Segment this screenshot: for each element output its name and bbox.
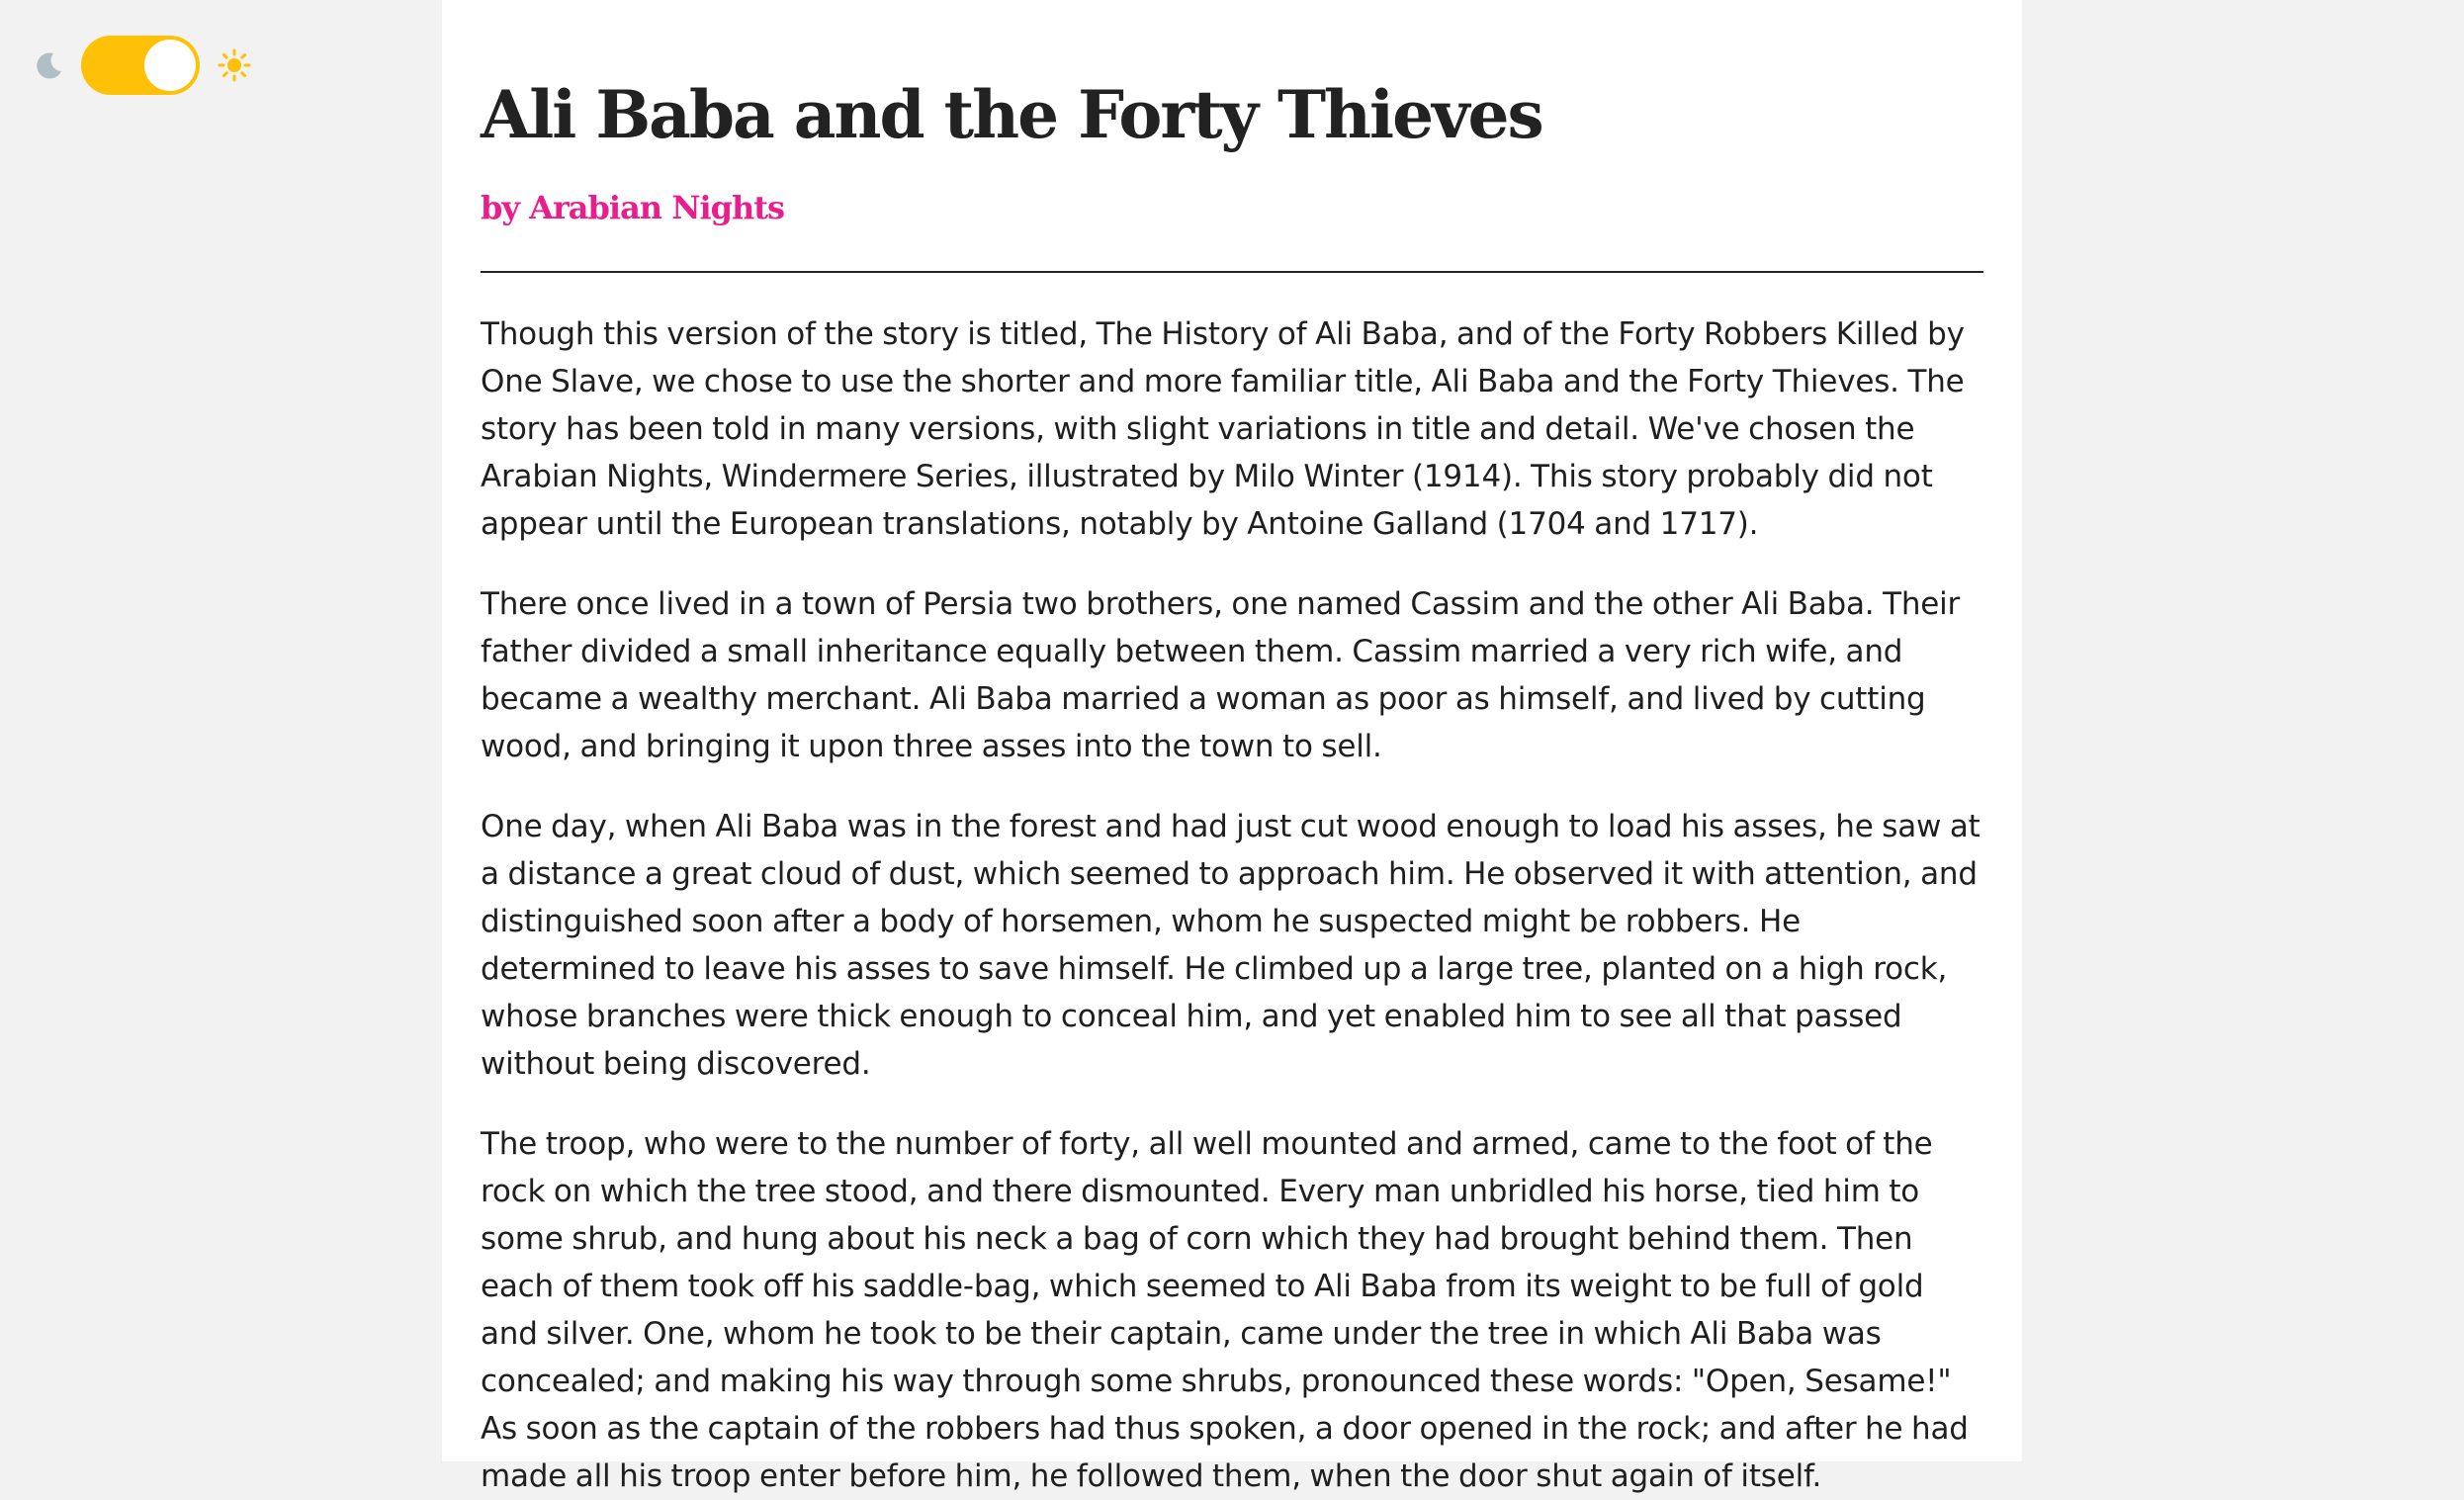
paragraph: Though this version of the story is titled, The History of Ali Baba, and of the Forty Robbers Killed by One Slave, we chose to use the shorter and more familiar title, Ali Baba and the Forty Thieves. The story has been told in many versions, with slight variations in title and detail. We've chosen the Arabian Nights, Windermere Series, illustrated by Milo Winter (1914). This story probably did not appear until the European translations, notably by Antoine Galland (1704 and 1717). (481, 316, 1965, 542)
sun-icon (218, 48, 251, 82)
divider (481, 271, 1983, 273)
moon-icon (34, 49, 65, 81)
theme-toggle-switch[interactable] (81, 36, 200, 95)
paragraph: The troop, who were to the number of forty, all well mounted and armed, came to the foot of the rock on which the tree stood, and there dismounted. Every man unbridled his horse, tied him to some shrub, and hung about his neck a bag of corn which they had brought behind them. Then each of them took off his saddle-bag, which seemed to Ali Baba from its weight to be full of gold and silver. One, whom he took to be their captain, came under the tree in which Ali Baba was concealed; and making his way through some shrubs, pronounced these words: "Open, Sesame!" As soon as the captain of the robbers had thus spoken, a door opened in the rock; and after he had made all his troop enter before him, he followed them, when the door shut again of itself. (481, 1126, 1969, 1494)
paragraph: There once lived in a town of Persia two brothers, one named Cassim and the other Ali Baba. Their father divided a small inheritance equally between them. Cassim married a very rich wife, and became a wealthy merchant. Ali Baba married a woman as poor as himself, and lived by cutting wood, and bringing it upon three asses into the town to sell. (481, 586, 1961, 764)
theme-toggle[interactable] (34, 36, 251, 95)
article-title: Ali Baba and the Forty Thieves (481, 76, 1542, 153)
article-byline: by Arabian Nights (481, 189, 785, 226)
paragraph: One day, when Ali Baba was in the forest and had just cut wood enough to load his asses, he saw at a distance a great cloud of dust, which seemed to approach him. He observed it with attention, and distinguished soon after a body of horsemen, whom he suspected might be robbers. He determined to leave his asses to save himself. He climbed up a large tree, planted on a high rock, whose branches were thick enough to conceal him, and yet enabled him to see all that passed without being discovered. (481, 809, 1980, 1082)
toggle-knob (144, 40, 196, 91)
article-body (481, 310, 1983, 1500)
article (442, 0, 2022, 1494)
